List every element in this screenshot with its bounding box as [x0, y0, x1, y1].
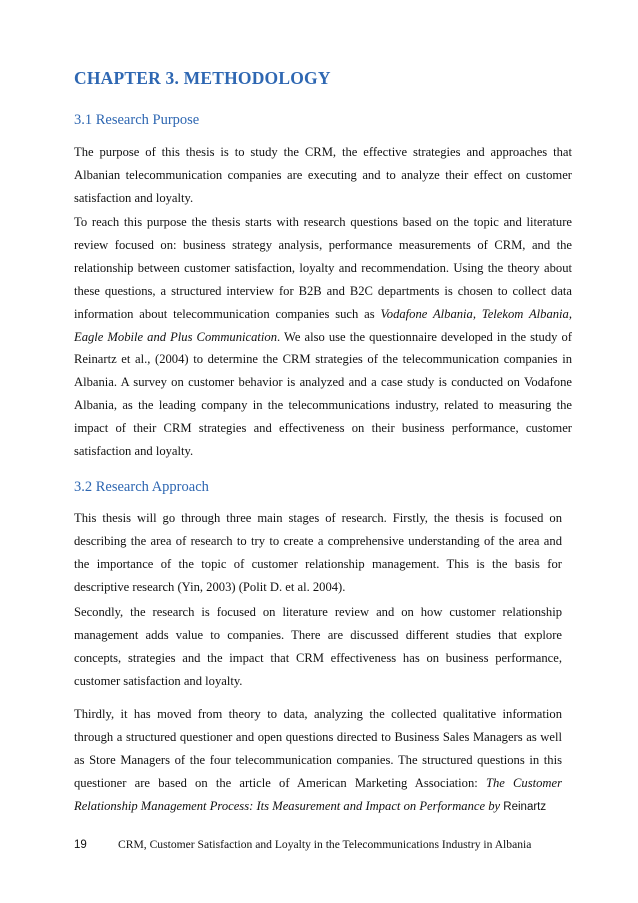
author-name: Reinartz [500, 800, 547, 813]
page-footer [74, 838, 574, 851]
paragraph-text: Thirdly, it has moved from theory to data, analyzing the collected qualitative information through a structured questioner and open questions directed to Business Sales Managers as well as Store Managers of the four telecommunication companies. The structured questions in this questioner are based on the article of American Marketing Association: [74, 707, 562, 790]
article-title: The Customer Relationship Management Process: Its Measurement and Impact on Performance by [74, 775, 562, 813]
running-title: CRM, Customer Satisfaction and Loyalty in the Telecommunications Industry in Albania [118, 838, 532, 851]
paragraph-purpose: The purpose of this thesis is to study the CRM, the effective strategies and approaches that Albanian telecommunication companies are executing and to analyze their effect on customer satisfaction and loyalty. [74, 145, 572, 205]
company-names: Vodafone Albania, Telekom Albania, Eagle Mobile and Plus Communication [74, 306, 573, 344]
chapter-title: CHAPTER 3. METHODOLOGY [74, 68, 331, 88]
paragraph-thirdly [74, 703, 562, 819]
page-number: 19 [74, 839, 87, 851]
section-heading-research-approach: 3.2 Research Approach [74, 479, 209, 495]
paragraph-text: To reach this purpose the thesis starts with research questions based on the topic and literature review focused on: business strategy analysis, performance measurements of CRM, and the relationship between customer satisfaction, loyalty and recommendation. Using the theory about these questions, a structured interview for B2B and B2C departments is chosen to collect data information about telecommunication companies such as [74, 215, 572, 321]
paragraph-text: . We also use the questionnaire developed in the study of Reinartz et al., (2004) to determine the CRM strategies of the telecommunication companies in Albania. A survey on customer behavior is analyzed and a case study is conducted on Vodafone Albania, as the leading company in the telecommunications industry, related to measuring the impact of their CRM strategies and effectiveness on their business performance, customer satisfaction and loyalty. [74, 329, 572, 459]
paragraph-stages: This thesis will go through three main stages of research. Firstly, the thesis is focused on describing the area of research to try to create a comprehensive understanding of the area and the importance of the topic of customer relationship management. This is the basis for descriptive research (Yin, 2003) (Polit D. et al. 2004). [74, 511, 562, 594]
section-heading-research-purpose: 3.1 Research Purpose [74, 112, 200, 128]
paragraph-approach-overview [74, 211, 572, 463]
paragraph-secondly: Secondly, the research is focused on literature review and on how customer relationship management adds value to companies. There are discussed different studies that explore concepts, strategies and the impact that CRM effectiveness has on business performance, customer satisfaction and loyalty. [74, 605, 562, 688]
